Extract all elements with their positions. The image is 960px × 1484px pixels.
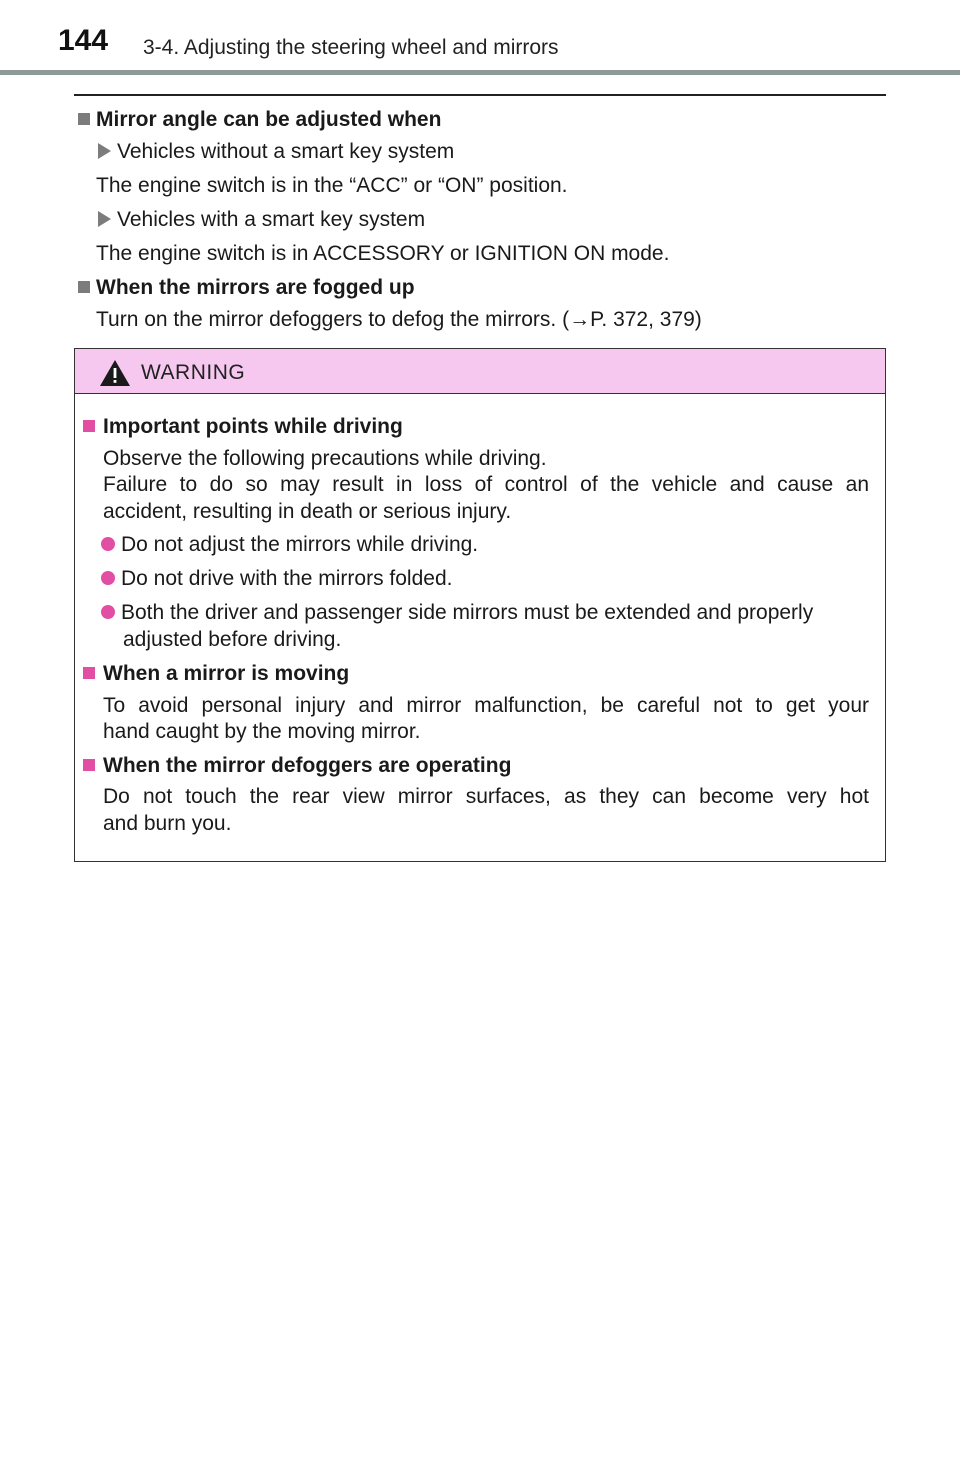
pink-dot-icon bbox=[101, 537, 115, 551]
warning-s2-line1: To avoid personal injury and mirror malfunction, be careful not to get your bbox=[103, 694, 869, 717]
warning-s1-line1: Observe the following precautions while driving. bbox=[103, 447, 547, 470]
item2-text: The engine switch is in ACCESSORY or IGNITION ON mode. bbox=[96, 242, 670, 265]
header-bar bbox=[0, 70, 960, 75]
warning-s1-line2: Failure to do so may result in loss of control of the vehicle and cause an bbox=[103, 473, 869, 496]
item1-text: The engine switch is in the “ACC” or “ON” position. bbox=[96, 174, 568, 197]
warning-header bbox=[75, 349, 885, 394]
pink-square-icon bbox=[83, 667, 95, 679]
gray-triangle-icon bbox=[98, 143, 111, 159]
pink-square-icon bbox=[83, 759, 95, 771]
section2-heading: When the mirrors are fogged up bbox=[78, 276, 415, 300]
pink-dot-icon bbox=[101, 605, 115, 619]
warning-bullet1: Do not adjust the mirrors while driving. bbox=[101, 533, 478, 557]
top-rule bbox=[74, 94, 886, 96]
section2-text: Turn on the mirror defoggers to defog the mirrors. (→P. 372, 379) bbox=[96, 308, 702, 331]
item2-label: Vehicles with a smart key system bbox=[98, 208, 425, 232]
pink-square-icon bbox=[83, 420, 95, 432]
gray-triangle-icon bbox=[98, 211, 111, 227]
warning-s3-line1: Do not touch the rear view mirror surfaces, as they can become very hot bbox=[103, 785, 869, 808]
pink-dot-icon bbox=[101, 571, 115, 585]
warning-s3-line2: and burn you. bbox=[103, 812, 232, 835]
warning-label: WARNING bbox=[141, 361, 246, 384]
warning-s1-heading: Important points while driving bbox=[83, 415, 403, 439]
warning-bullet3: Both the driver and passenger side mirrors must be extended and properly bbox=[101, 601, 813, 625]
warning-s1-line3: accident, resulting in death or serious injury. bbox=[103, 500, 512, 523]
warning-s2-heading: When a mirror is moving bbox=[83, 662, 349, 686]
warning-s3-heading: When the mirror defoggers are operating bbox=[83, 754, 511, 778]
warning-bullet3-cont: adjusted before driving. bbox=[123, 628, 342, 651]
section1-heading: Mirror angle can be adjusted when bbox=[78, 108, 441, 132]
section-title: 3-4. Adjusting the steering wheel and mirrors bbox=[143, 36, 559, 59]
item1-label: Vehicles without a smart key system bbox=[98, 140, 454, 164]
gray-square-icon bbox=[78, 281, 90, 293]
page-reference-arrow: → bbox=[569, 308, 591, 331]
page-header bbox=[0, 0, 960, 80]
warning-triangle-icon bbox=[99, 359, 131, 387]
gray-square-icon bbox=[78, 113, 90, 125]
warning-bullet2: Do not drive with the mirrors folded. bbox=[101, 567, 452, 591]
warning-s2-line2: hand caught by the moving mirror. bbox=[103, 720, 421, 743]
page-number: 144 bbox=[58, 24, 109, 57]
page-reference[interactable]: P. 372, 379) bbox=[590, 308, 702, 331]
warning-box bbox=[74, 348, 886, 862]
